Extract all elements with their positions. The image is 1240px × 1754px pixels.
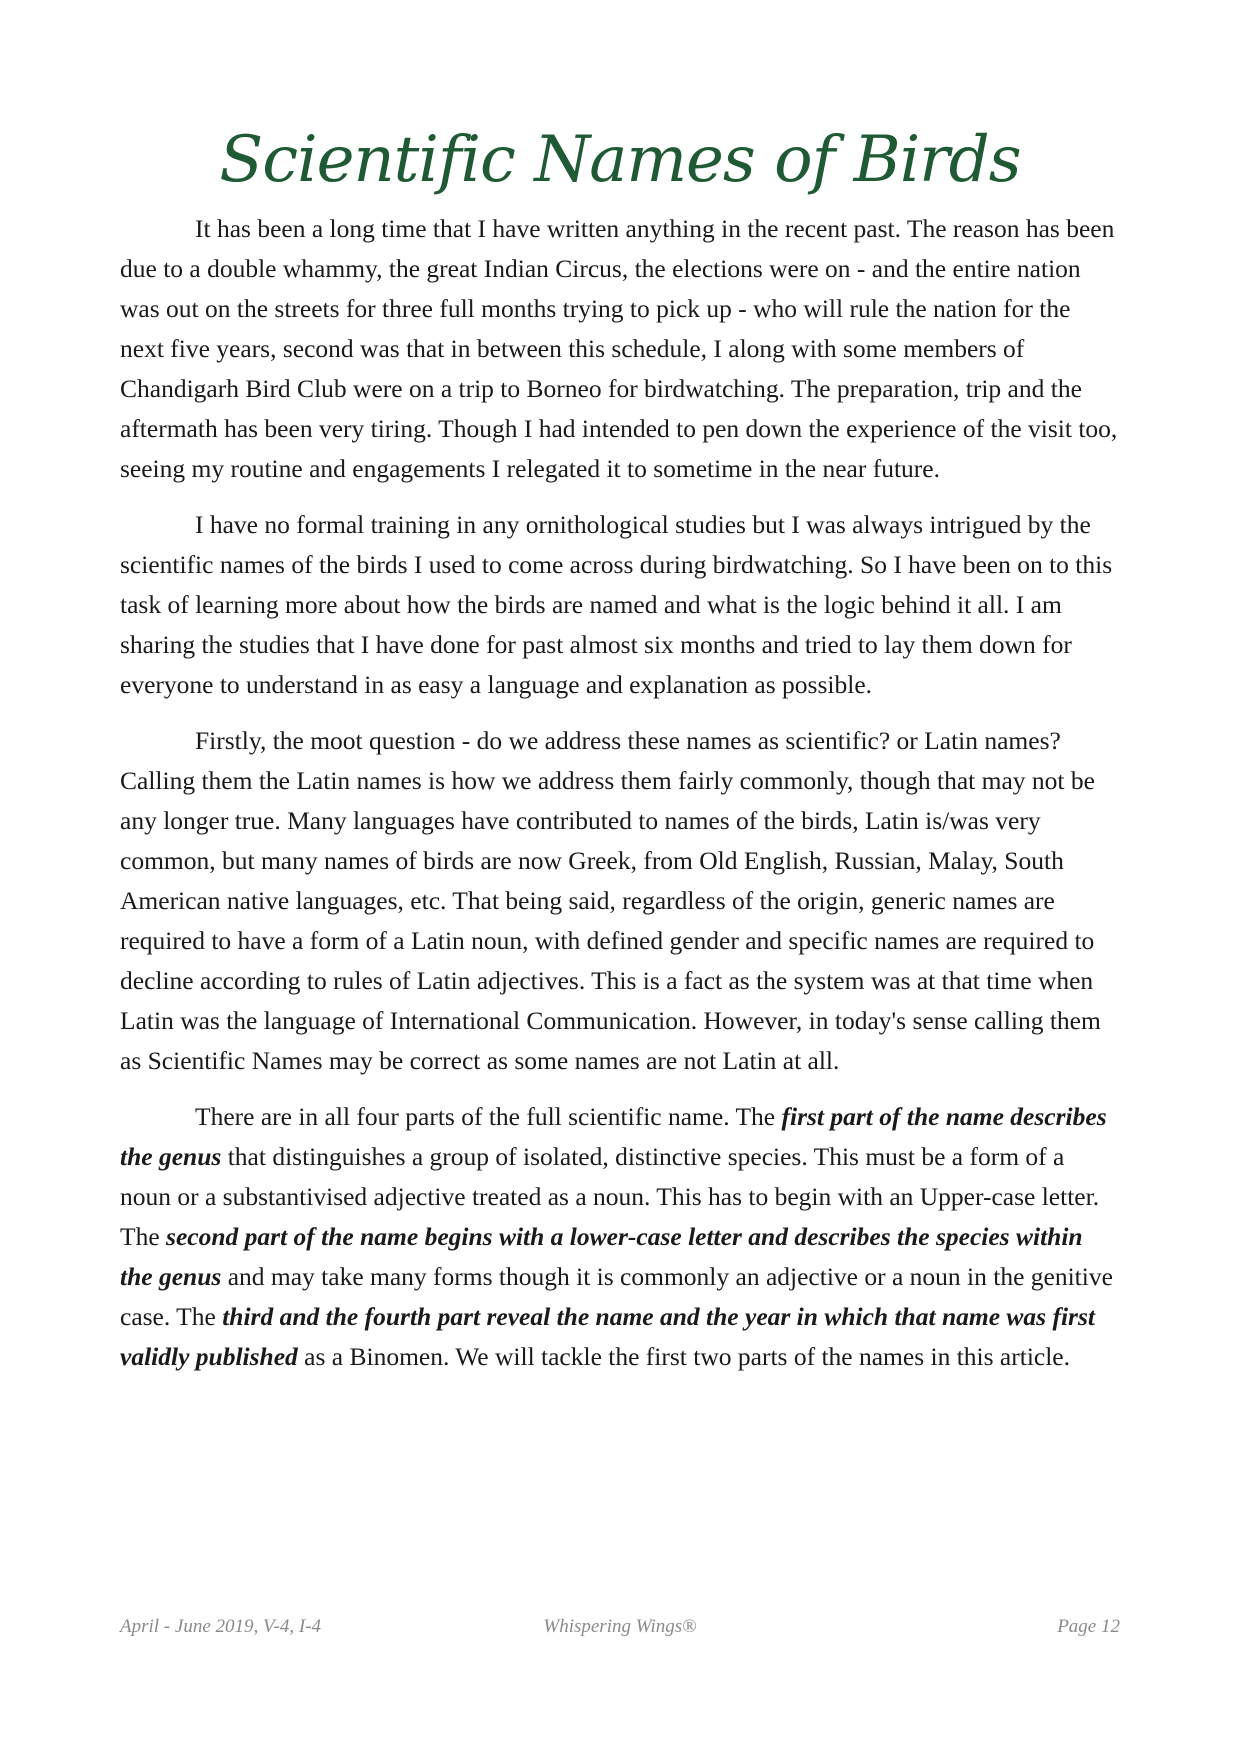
article-title: Scientific Names of Birds — [219, 123, 1021, 197]
paragraph-2: I have no formal training in any ornithological studies but I was always intrigued by the scientific names of the birds I used to come across during birdwatching. So I have been on to this task of learning more about how the birds are named and what is the logic behind it all. I am sharing the studies that I have done for past almost six months and tried to lay them down for everyone to understand in as easy a language and explanation as possible. — [120, 510, 1113, 699]
emphasis-species: second part of the name begins with a lower-case letter and describes the species within the genus — [120, 1222, 1083, 1291]
paragraph-4-text-4: as a Binomen. We will tackle the first two parts of the names in this article. — [297, 1342, 1070, 1371]
paragraph-4-text-3: and may take many forms though it is commonly an adjective or a noun in the genitive case. The — [120, 1262, 1113, 1331]
paragraph-4 — [120, 1097, 1120, 1377]
paragraph-3: Firstly, the moot question - do we address these names as scientific? or Latin names? Calling them the Latin names is how we address them fairly commonly, though that may not be any longer true. Many languages have contributed to names of the birds, Latin is/was very common, but many names of birds are now Greek, from Old English, Russian, Malay, South American native languages, etc. That being said, regardless of the origin, generic names are required to have a form of a Latin noun, with defined gender and specific names are required to decline according to rules of Latin adjectives. This is a fact as the system was at that time when Latin was the language of International Communication. However, in today's sense calling them as Scientific Names may be correct as some names are not Latin at all. — [120, 726, 1101, 1075]
emphasis-author-year: third and the fourth part reveal the name and the year in which that name was first validly published — [120, 1302, 1095, 1371]
article-body — [120, 209, 1120, 1393]
footer-publication: Whispering Wings® — [543, 1616, 697, 1637]
paragraph-4-text-2: that distinguishes a group of isolated, distinctive species. This must be a form of a noun or a substantivised adjective treated as a noun. This has to begin with an Upper-case letter. The — [120, 1142, 1100, 1251]
page-footer — [120, 1616, 1120, 1646]
emphasis-genus: first part of the name describes the genus — [120, 1102, 1107, 1171]
footer-issue: April - June 2019, V-4, I-4 — [120, 1616, 322, 1637]
paragraph-4-text-1: There are in all four parts of the full scientific name. The — [195, 1102, 782, 1131]
footer-page-number: Page 12 — [1057, 1616, 1120, 1637]
paragraph-1: It has been a long time that I have written anything in the recent past. The reason has been due to a double whammy, the great Indian Circus, the elections were on - and the entire nation was out on the streets for three full months trying to pick up - who will rule the nation for the next five years, second was that in between this schedule, I along with some members of Chandigarh Bird Club were on a trip to Borneo for birdwatching. The preparation, trip and the aftermath has been very tiring. Though I had intended to pen down the experience of the visit too, seeing my routine and engagements I relegated it to sometime in the near future. — [120, 214, 1118, 483]
